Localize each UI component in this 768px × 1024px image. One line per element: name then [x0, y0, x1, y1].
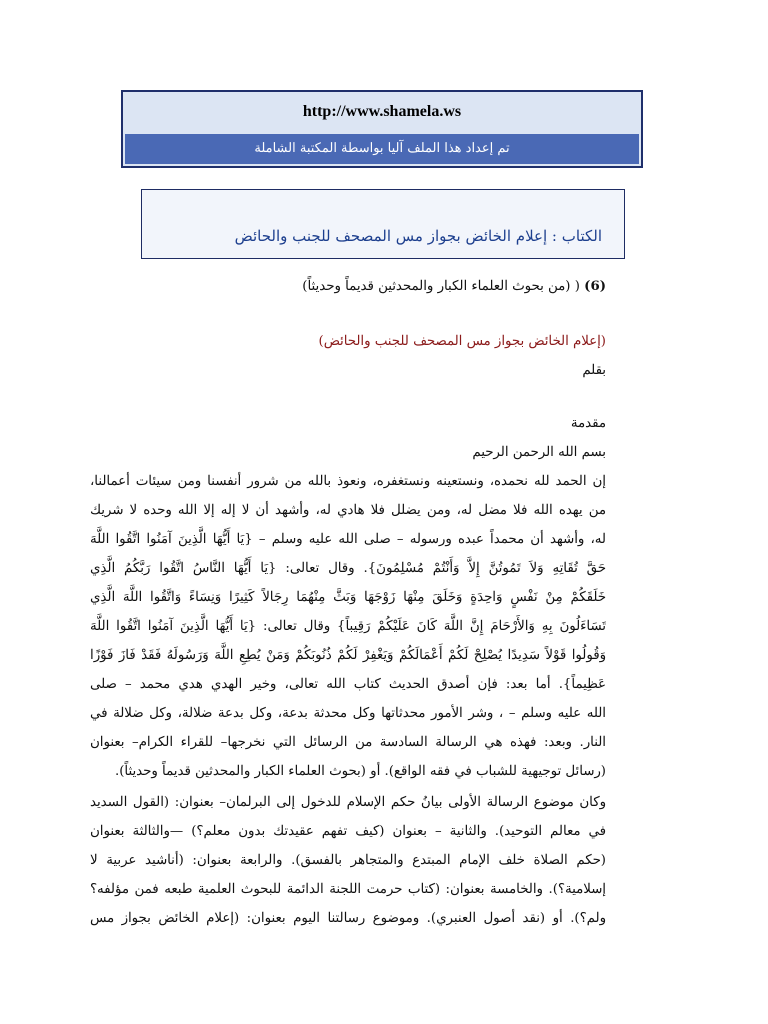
book-info	[90, 327, 606, 385]
paragraph-line: عَظِيماً}. أما بعد: فإن أصدق الحديث كتاب الله تعالى، وخير الهدي هدي محمد – صلى	[90, 677, 606, 692]
paragraph-line: في معالم التوحيد). والثانية – بعنوان (كيف تفهم عقيدتك بدون معلم؟) —والثالثة بعنوان	[90, 824, 606, 839]
paragraph-line: من يهده الله فلا مضل له، ومن يضلل فلا هادي له، وأشهد أن لا إله إلا الله وحده لا شريك	[90, 503, 606, 518]
basmala: بسم الله الرحمن الرحيم	[472, 445, 606, 460]
book-title: الكتاب : إعلام الخائض بجواز مس المصحف للجنب والحائض	[234, 227, 602, 245]
paragraph-line: (حكم الصلاة خلف الإمام المبتدع والمتجاهر بالفسق). والرابعة بعنوان: (أناشيد عربية لا	[90, 853, 606, 868]
shamela-url[interactable]: http://www.shamela.ws	[302, 103, 462, 120]
paragraph-line: النار. وبعد: فهذه هي الرسالة السادسة من الرسائل التي نخرجها– للقراء الكرام– بعنوان	[90, 735, 606, 750]
paragraph-1	[90, 467, 606, 786]
paragraph-line: خَلَقَكُمْ مِنْ نَفْسٍ وَاحِدَةٍ وَخَلَقَ مِنْهَا زَوْجَهَا وَبَثَّ مِنْهُمَا رِجَالاً كَثِيرًا وَنِسَاءً وَاتَّقُوا اللَّهَ الَّذِي	[90, 590, 606, 605]
book-title-box	[141, 189, 625, 259]
series-line	[90, 272, 606, 301]
section-heading: مقدمة	[570, 416, 606, 431]
paragraph-line: ولم؟). أو (نقد أصول العنبري). وموضوع رسالتنا اليوم بعنوان: (إعلام الخائض بجواز مس	[90, 911, 606, 926]
paragraph-line: تَسَاءَلُونَ بِهِ وَالأَرْحَامَ إِنَّ اللَّهَ كَانَ عَلَيْكُمْ رَقِيباً} وقال تعالى: {يَا أَيُّهَا الَّذِينَ آمَنُوا اتَّقُوا اللَّهَ	[90, 619, 606, 634]
paragraph-line: وَقُولُوا قَوْلاً سَدِيدًا يُصْلِحْ لَكُمْ أَعْمَالَكُمْ وَيَغْفِرْ لَكُمْ ذُنُوبَكُمْ وَمَنْ يُطِعِ اللَّهَ وَرَسُولَهُ فَقَدْ فَازَ فَوْزًا	[90, 648, 606, 663]
paragraph-line: (رسائل توجيهية للشباب في فقه الواقع). أو (بحوث العلماء الكبار والمحدثين قديماً وحديثاً).	[115, 764, 606, 779]
intro-section	[90, 272, 606, 301]
paragraph-line: إن الحمد لله نحمده، ونستعينه ونستغفره، ونعوذ بالله من شرور أنفسنا ومن سيئات أعمالنا،	[90, 474, 606, 489]
author-label: بقلم	[582, 363, 606, 378]
paragraph-2	[90, 788, 606, 933]
series-number: (6)	[584, 279, 606, 294]
shamela-header-box	[121, 90, 643, 168]
book-title-line: (إعلام الخائض بجواز مس المصحف للجنب والحائض)	[318, 334, 606, 349]
shamela-notice-band: تم إعداد هذا الملف آليا بواسطة المكتبة الشاملة	[125, 134, 639, 164]
paragraph-line: إسلامية؟). والخامسة بعنوان: (كتاب حرمت اللجنة الدائمة للبحوث العلمية طبعه فمن مؤلفه؟	[90, 882, 606, 897]
paragraph-line: الله عليه وسلم – ، وشر الأمور محدثاتها وكل محدثة بدعة، وكل بدعة ضلالة، وكل ضلالة في	[90, 706, 606, 721]
paragraph-line: وكان موضوع الرسالة الأولى بيانُ حكم الإسلام للدخول إلى البرلمان– بعنوان: (القول السديد	[90, 795, 606, 810]
paragraph-line: له، وأشهد أن محمداً عبده ورسوله – صلى الله عليه وسلم – {يَا أَيُّهَا الَّذِينَ آمَنُوا اتَّقُوا اللَّهَ	[90, 532, 606, 547]
series-text: ( (من بحوث العلماء الكبار والمحدثين قديماً وحديثاً)	[302, 279, 580, 294]
paragraph-line: حَقَّ تُقَاتِهِ وَلاَ تَمُوتُنَّ إِلاَّ وَأَنْتُمْ مُسْلِمُونَ}. وقال تعالى: {يَا أَيُّهَا النَّاسُ اتَّقُوا رَبَّكُمُ الَّذِي	[90, 561, 606, 576]
introduction	[90, 409, 606, 786]
